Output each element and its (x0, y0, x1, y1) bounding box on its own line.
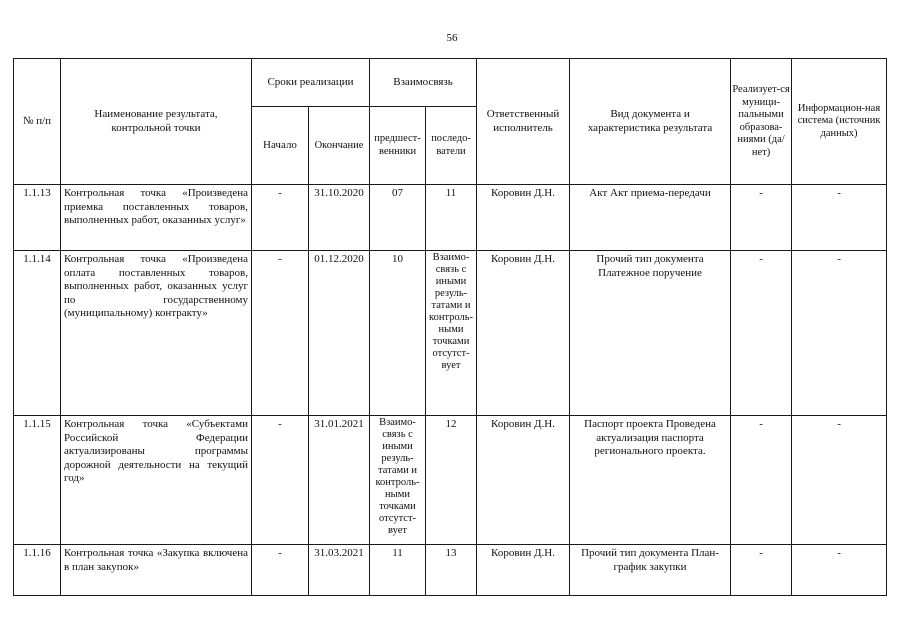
row-num: 1.1.15 (14, 416, 61, 545)
row-responsible: Коровин Д.Н. (477, 185, 570, 251)
row-document: Акт Акт приема-передачи (570, 185, 731, 251)
row-name: Контрольная точка «Закупка включена в план закупок» (61, 545, 252, 596)
row-start: - (252, 251, 309, 416)
row-predecessors: 10 (370, 251, 426, 416)
page-number: 56 (446, 32, 458, 44)
row-document: Прочий тип документа Платежное поручение (570, 251, 731, 416)
row-municipal: - (731, 251, 792, 416)
row-end: 31.01.2021 (309, 416, 370, 545)
header-num: № п/п (14, 59, 61, 185)
header-info-system: Информацион-ная система (источник данных) (792, 59, 887, 185)
table-row (14, 416, 887, 545)
row-successors: 13 (426, 545, 477, 596)
row-successors: 12 (426, 416, 477, 545)
row-end: 31.03.2021 (309, 545, 370, 596)
row-predecessors: Взаимо-связь с иными резуль-татами и контроль-ными точками отсутст-вует (370, 416, 426, 545)
row-num: 1.1.13 (14, 185, 61, 251)
row-predecessors: 07 (370, 185, 426, 251)
row-name: Контрольная точка «Произведена оплата поставленных товаров, выполненных работ, оказанных услуг по государственному (муниципальному) контракту» (61, 251, 252, 416)
row-document: Паспорт проекта Проведена актуализация паспорта регионального проекта. (570, 416, 731, 545)
row-num: 1.1.14 (14, 251, 61, 416)
row-start: - (252, 416, 309, 545)
row-predecessors: 11 (370, 545, 426, 596)
row-responsible: Коровин Д.Н. (477, 545, 570, 596)
table-row (14, 185, 887, 251)
row-info-system: - (792, 251, 887, 416)
header-municipal: Реализует-ся муници-пальными образова-ниями (да/нет) (731, 59, 792, 185)
row-end: 01.12.2020 (309, 251, 370, 416)
row-start: - (252, 545, 309, 596)
row-responsible: Коровин Д.Н. (477, 416, 570, 545)
header-successors: последо-ватели (426, 107, 477, 185)
row-municipal: - (731, 416, 792, 545)
header-row (14, 59, 887, 107)
header-end: Окончание (309, 107, 370, 185)
header-document: Вид документа и характеристика результата (570, 59, 731, 185)
header-relation: Взаимосвязь (370, 59, 477, 107)
row-municipal: - (731, 545, 792, 596)
row-municipal: - (731, 185, 792, 251)
table-row (14, 545, 887, 596)
row-document: Прочий тип документа План-график закупки (570, 545, 731, 596)
row-info-system: - (792, 416, 887, 545)
row-end: 31.10.2020 (309, 185, 370, 251)
header-responsible: Ответственный исполнитель (477, 59, 570, 185)
header-start: Начало (252, 107, 309, 185)
row-successors: 11 (426, 185, 477, 251)
header-name: Наименование результата, контрольной точки (61, 59, 252, 185)
header-predecessors: предшест-венники (370, 107, 426, 185)
row-num: 1.1.16 (14, 545, 61, 596)
row-responsible: Коровин Д.Н. (477, 251, 570, 416)
row-start: - (252, 185, 309, 251)
header-dates: Сроки реализации (252, 59, 370, 107)
table-row (14, 251, 887, 416)
row-successors: Взаимо-связь с иными резуль-татами и контроль-ными точками отсутст-вует (426, 251, 477, 416)
row-name: Контрольная точка «Произведена приемка поставленных товаров, выполненных работ, оказанных услуг» (61, 185, 252, 251)
row-info-system: - (792, 545, 887, 596)
row-name: Контрольная точка «Субъектами Российской Федерации актуализированы программы дорожной деятельности на текущий год» (61, 416, 252, 545)
results-table (13, 58, 887, 596)
row-info-system: - (792, 185, 887, 251)
